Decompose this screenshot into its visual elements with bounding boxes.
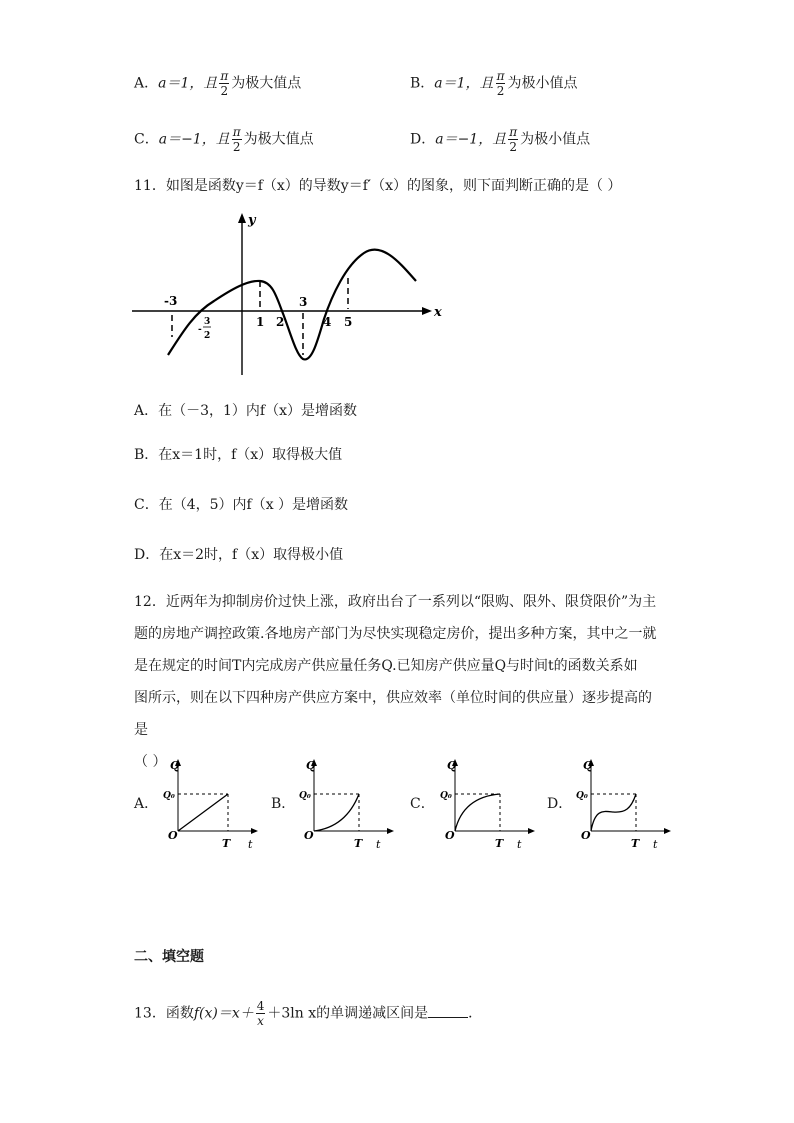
q12-stem: 12．近两年为抑制房价过快上涨，政府出台了一系列以“限购、限外、限贷限价”为主 题的房地产调控政策.各地房产部门为尽快实现稳定房价，提出多种方案，其中之一就 是在规定的时间T内完成房产供应量任务Q.已知房产供应量Q与时间t的函数关系如 图所示，则在以下四种房产供应方案中，供应效率（单位时间的供应量）逐步提高的是 （ ） [134, 594, 657, 770]
label-4: 4 [323, 315, 332, 329]
svg-text:T: T [495, 837, 504, 850]
q12-choice-c-label: C． [410, 796, 435, 812]
svg-text:Q₀: Q₀ [299, 791, 311, 801]
svg-text:O: O [168, 829, 178, 842]
svg-text:T: T [222, 837, 231, 850]
label-frac-den: 2 [204, 331, 211, 341]
q10-option-a: A．a＝1，且 $\frac{\pi}{2}$ 为极大值点 [134, 69, 302, 98]
svg-text:Q₀: Q₀ [576, 791, 588, 801]
q11-option-b: B．在x＝1时，f（x）取得极大值 [134, 447, 343, 463]
supply-curve [591, 794, 636, 831]
svg-text:Q: Q [583, 759, 593, 772]
svg-text:T: T [631, 837, 640, 850]
answer-blank[interactable] [428, 1003, 468, 1018]
svg-text:t: t [248, 838, 253, 851]
q10-option-c: C．a＝−1，且 $\frac{\pi}{2}$ 为极大值点 [134, 125, 314, 154]
pi-over-2-fraction: $\frac{\pi}{2}$ [232, 125, 241, 154]
q13-stem: 13．函数f(x)＝x＋ $\frac{4}{x}$ ＋3ln x的单调递减区间是 ． [134, 999, 483, 1028]
q11-option-a: A．在（－3，1）内f（x）是增函数 [134, 403, 358, 419]
x-axis-label: x [434, 305, 442, 320]
svg-text:t: t [517, 838, 522, 851]
label-minus3: -3 [164, 294, 178, 308]
x-axis-arrow-icon [422, 307, 432, 315]
svg-text:O: O [581, 829, 591, 842]
q12-choice-b-label: B． [271, 796, 296, 812]
supply-curve [455, 794, 500, 831]
svg-text:Q₀: Q₀ [440, 791, 452, 801]
supply-curve [314, 794, 359, 831]
label-frac-num: 3 [204, 317, 211, 327]
label-5: 5 [344, 315, 353, 329]
svg-text:t: t [653, 838, 658, 851]
q12-choice-a-label: A． [134, 796, 159, 812]
pi-over-2-fraction: $\frac{\pi}{2}$ [509, 125, 518, 154]
supply-curve [178, 794, 228, 831]
svg-text:O: O [445, 829, 455, 842]
four-over-x-fraction: $\frac{4}{x}$ [256, 999, 265, 1028]
q11-option-d: D．在x＝2时，f（x）取得极小值 [134, 547, 344, 563]
derivative-graph [120, 205, 450, 380]
y-axis-label: y [248, 213, 256, 228]
svg-text:t: t [376, 838, 381, 851]
derivative-curve [168, 250, 416, 360]
label-3: 3 [299, 295, 308, 309]
svg-text:O: O [304, 829, 314, 842]
label-minus-sign: - [198, 325, 202, 335]
svg-text:Q: Q [170, 759, 180, 772]
q10-option-b: B．a＝1，且 $\frac{\pi}{2}$ 为极小值点 [410, 69, 578, 98]
svg-text:Q₀: Q₀ [163, 791, 175, 801]
section-title: 二、填空题 [134, 949, 204, 965]
label-2: 2 [276, 315, 285, 329]
y-axis-arrow-icon [238, 213, 246, 223]
q11-stem: 11．如图是函数y＝f（x）的导数y＝f′（x）的图象，则下面判断正确的是（ ） [134, 178, 622, 194]
svg-text:Q: Q [447, 759, 457, 772]
q12-graph-d [573, 755, 673, 855]
q12-graph-c [437, 755, 537, 855]
pi-over-2-fraction: $\frac{\pi}{2}$ [220, 69, 229, 98]
q12-choice-d-label: D． [547, 796, 573, 812]
svg-text:T: T [354, 837, 363, 850]
q11-option-c: C．在（4，5）内f（x ）是增函数 [134, 497, 349, 513]
pi-over-2-fraction: $\frac{\pi}{2}$ [496, 69, 505, 98]
q12-graph-a [160, 755, 260, 855]
label-1: 1 [256, 315, 265, 329]
q10-option-d: D．a＝−1，且 $\frac{\pi}{2}$ 为极小值点 [410, 125, 591, 154]
svg-text:Q: Q [306, 759, 316, 772]
q12-graph-b [296, 755, 396, 855]
